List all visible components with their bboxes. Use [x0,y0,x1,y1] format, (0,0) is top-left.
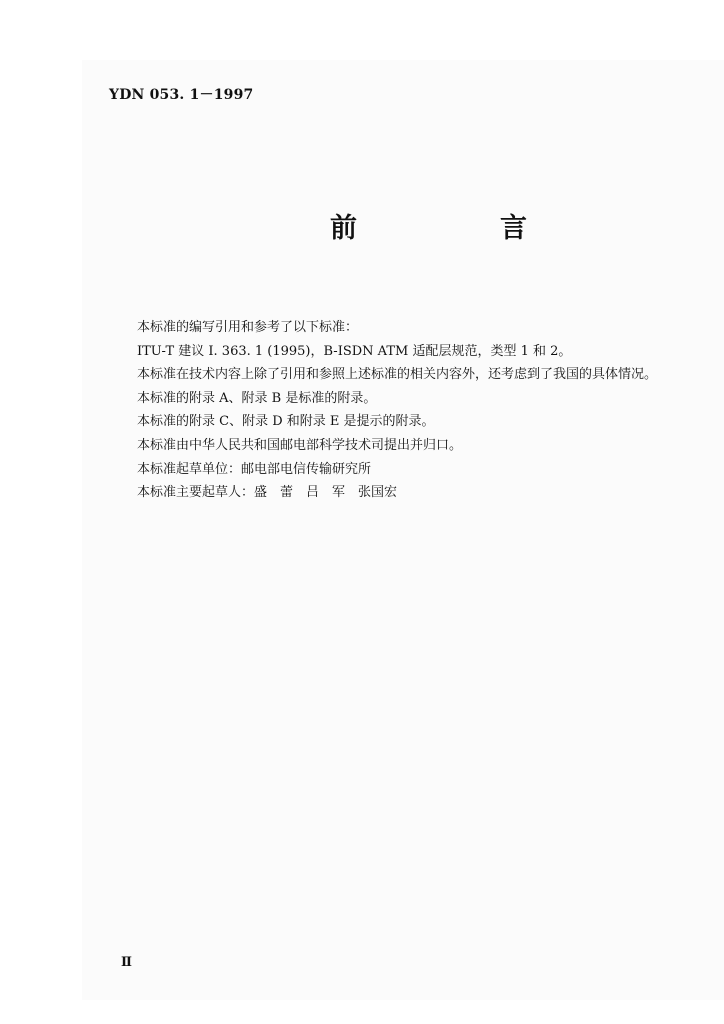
paragraph-proposer: 本标准由中华人民共和国邮电部科学技术司提出并归口。 [137,437,463,453]
paragraph-drafting-unit: 本标准起草单位：邮电部电信传输研究所 [137,461,372,477]
page-title: 前 言 [330,213,585,244]
paragraph-normative-annexes: 本标准的附录 A、附录 B 是标准的附录。 [137,390,377,406]
page-number: Ⅱ [121,955,132,970]
paragraph-informative-annexes: 本标准的附录 C、附录 D 和附录 E 是提示的附录。 [137,414,435,430]
paragraph-itu-reference: ITU-T 建议 I. 363. 1 (1995)，B-ISDN ATM 适配层规范，类型 1 和 2。 [137,343,572,359]
paragraph-drafters: 本标准主要起草人：盛 蕾 吕 军 张国宏 [137,485,398,501]
foreword-body [109,316,701,505]
paragraph-technical-content: 本标准在技术内容上除了引用和参照上述标准的相关内容外，还考虑到了我国的具体情况。 [137,367,658,383]
paragraph-references-intro: 本标准的编写引用和参考了以下标准： [137,320,359,335]
document-code: YDN 053. 1－1997 [109,87,254,103]
scan-background [82,60,724,1000]
